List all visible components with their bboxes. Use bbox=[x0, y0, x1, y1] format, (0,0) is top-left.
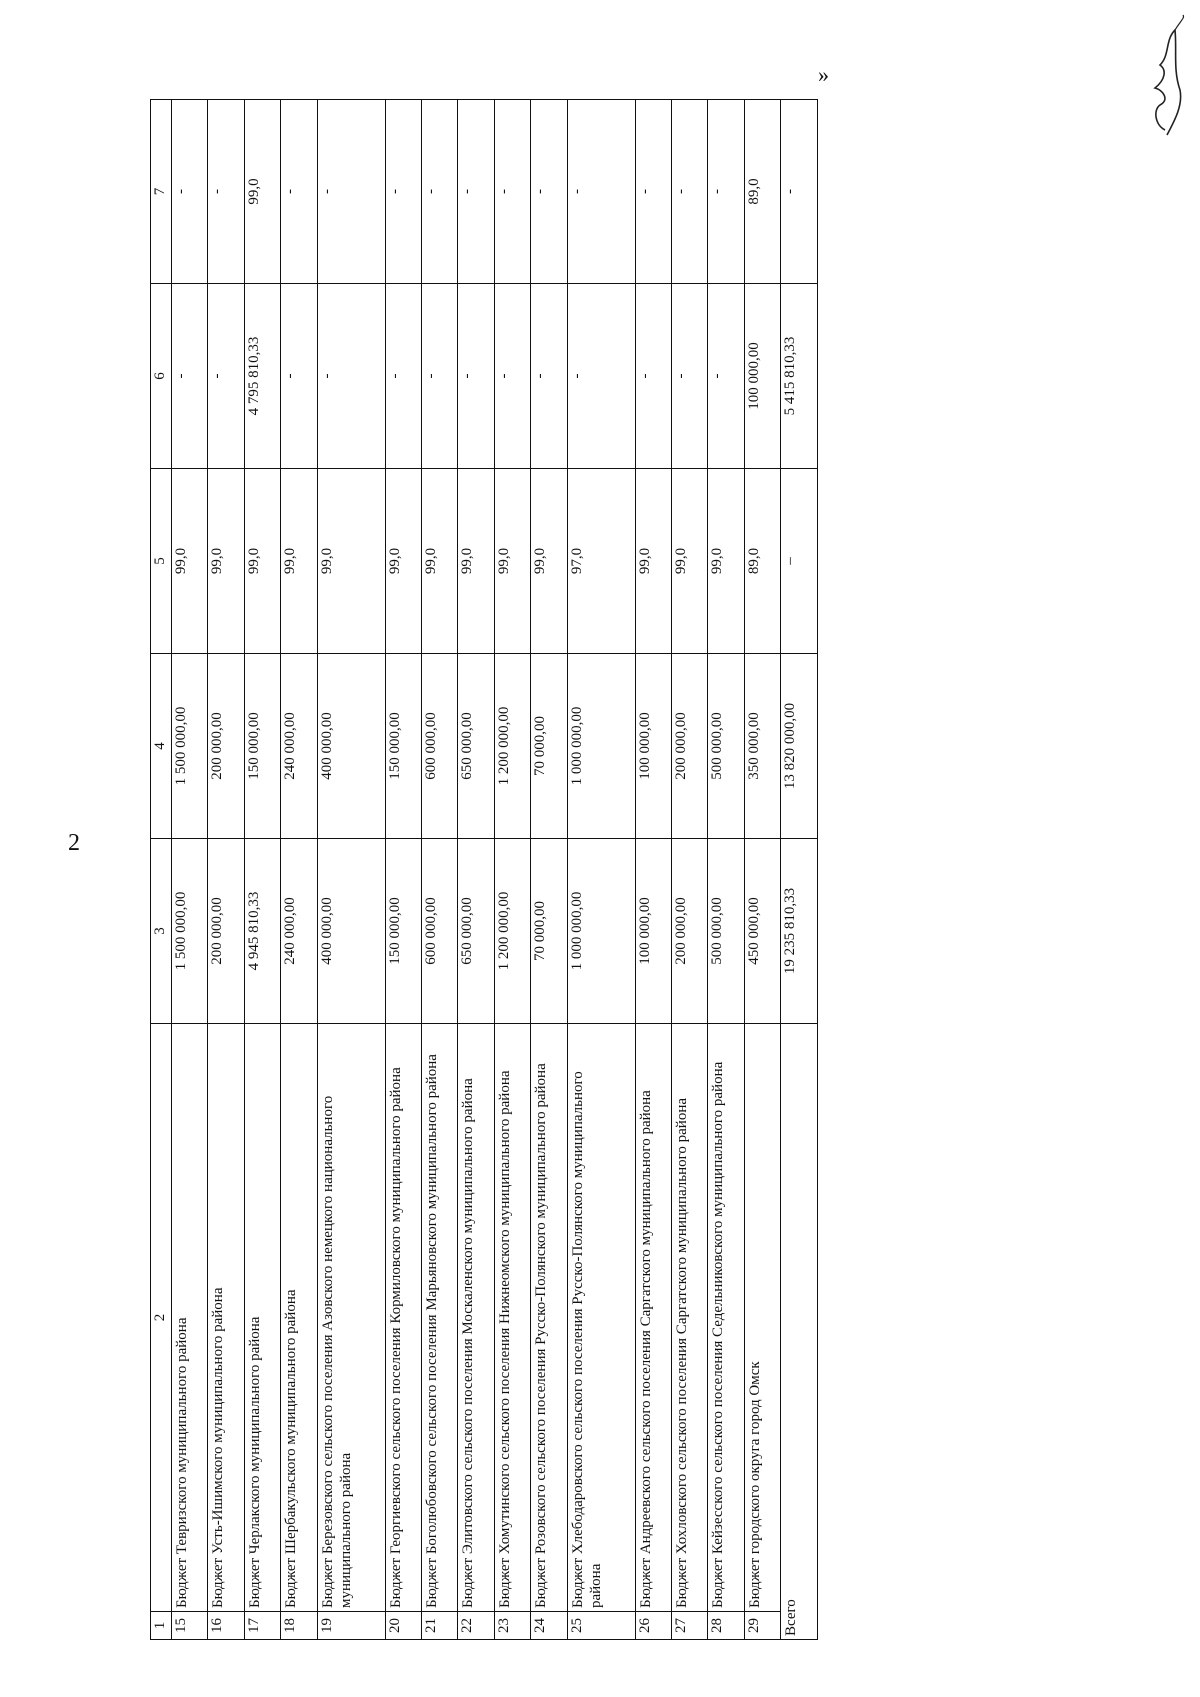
row-col4: 1 500 000,00 bbox=[172, 654, 208, 839]
row-col3: 400 000,00 bbox=[317, 839, 385, 1024]
total-c6: 5 415 810,33 bbox=[781, 284, 818, 469]
total-c5: – bbox=[781, 469, 818, 654]
row-number: 24 bbox=[531, 1612, 567, 1640]
row-col5: 99,0 bbox=[635, 469, 671, 654]
total-c3: 19 235 810,33 bbox=[781, 839, 818, 1024]
row-col5: 97,0 bbox=[567, 469, 635, 654]
table-row bbox=[744, 100, 780, 1640]
column-header: 6 bbox=[151, 284, 172, 469]
row-name: Бюджет Боголюбовского сельского поселения Марьяновского муниципального района bbox=[421, 1024, 457, 1612]
row-col4: 240 000,00 bbox=[281, 654, 317, 839]
row-col4: 1 200 000,00 bbox=[494, 654, 530, 839]
row-number: 20 bbox=[385, 1612, 421, 1640]
row-col4: 600 000,00 bbox=[421, 654, 457, 839]
table-row bbox=[567, 100, 635, 1640]
row-col6: - bbox=[281, 284, 317, 469]
total-c4: 13 820 000,00 bbox=[781, 654, 818, 839]
row-col5: 99,0 bbox=[385, 469, 421, 654]
row-col6: - bbox=[421, 284, 457, 469]
row-col4: 200 000,00 bbox=[208, 654, 244, 839]
row-col4: 400 000,00 bbox=[317, 654, 385, 839]
row-name: Бюджет Шербакульского муниципального района bbox=[281, 1024, 317, 1612]
row-col4: 150 000,00 bbox=[385, 654, 421, 839]
table-row bbox=[385, 100, 421, 1640]
row-name: Бюджет Андреевского сельского поселения Саргатского муниципального района bbox=[635, 1024, 671, 1612]
row-number: 19 bbox=[317, 1612, 385, 1640]
row-col5: 99,0 bbox=[421, 469, 457, 654]
handwritten-signature bbox=[1125, 10, 1195, 150]
table-row bbox=[421, 100, 457, 1640]
row-col3: 1 500 000,00 bbox=[172, 839, 208, 1024]
table-row bbox=[281, 100, 317, 1640]
page-number: 2 bbox=[68, 830, 80, 856]
row-number: 23 bbox=[494, 1612, 530, 1640]
row-col6: - bbox=[635, 284, 671, 469]
row-number: 22 bbox=[458, 1612, 494, 1640]
row-col4: 70 000,00 bbox=[531, 654, 567, 839]
row-col7: - bbox=[671, 100, 707, 284]
row-col4: 650 000,00 bbox=[458, 654, 494, 839]
row-col6: 100 000,00 bbox=[744, 284, 780, 469]
row-col7: 99,0 bbox=[244, 100, 280, 284]
row-name: Бюджет Тевризского муниципального района bbox=[172, 1024, 208, 1612]
row-col6: - bbox=[708, 284, 744, 469]
row-col7: - bbox=[421, 100, 457, 284]
row-col7: - bbox=[708, 100, 744, 284]
row-col6: 4 795 810,33 bbox=[244, 284, 280, 469]
row-col5: 99,0 bbox=[708, 469, 744, 654]
row-name: Бюджет Розовского сельского поселения Русско-Полянского муниципального района bbox=[531, 1024, 567, 1612]
row-name: Бюджет Усть-Ишимского муниципального района bbox=[208, 1024, 244, 1612]
row-number: 17 bbox=[244, 1612, 280, 1640]
row-col5: 99,0 bbox=[208, 469, 244, 654]
row-col3: 650 000,00 bbox=[458, 839, 494, 1024]
row-col6: - bbox=[531, 284, 567, 469]
closing-quote-mark: » bbox=[818, 62, 829, 87]
column-header: 2 bbox=[151, 1024, 172, 1612]
row-number: 15 bbox=[172, 1612, 208, 1640]
row-col4: 350 000,00 bbox=[744, 654, 780, 839]
row-col5: 99,0 bbox=[281, 469, 317, 654]
table-total-row bbox=[781, 100, 818, 1640]
row-col3: 500 000,00 bbox=[708, 839, 744, 1024]
row-col4: 100 000,00 bbox=[635, 654, 671, 839]
table-row bbox=[208, 100, 244, 1640]
row-col5: 99,0 bbox=[244, 469, 280, 654]
row-col3: 70 000,00 bbox=[531, 839, 567, 1024]
row-name: Бюджет городского округа город Омск bbox=[744, 1024, 780, 1612]
row-number: 29 bbox=[744, 1612, 780, 1640]
row-col5: 99,0 bbox=[172, 469, 208, 654]
row-col4: 200 000,00 bbox=[671, 654, 707, 839]
row-col3: 450 000,00 bbox=[744, 839, 780, 1024]
row-col7: - bbox=[531, 100, 567, 284]
row-number: 21 bbox=[421, 1612, 457, 1640]
table-row bbox=[172, 100, 208, 1640]
row-col6: - bbox=[317, 284, 385, 469]
column-header: 3 bbox=[151, 839, 172, 1024]
row-name: Бюджет Хлебодаровского сельского поселения Русско-Полянского муниципального района bbox=[567, 1024, 635, 1612]
row-col5: 99,0 bbox=[494, 469, 530, 654]
row-name: Бюджет Березовского сельского поселения Азовского немецкого национального муниципального района bbox=[317, 1024, 385, 1612]
column-header: 5 bbox=[151, 469, 172, 654]
row-col3: 200 000,00 bbox=[208, 839, 244, 1024]
table-row bbox=[458, 100, 494, 1640]
row-col6: - bbox=[458, 284, 494, 469]
row-col3: 600 000,00 bbox=[421, 839, 457, 1024]
row-col3: 100 000,00 bbox=[635, 839, 671, 1024]
table-row bbox=[635, 100, 671, 1640]
total-label: Всего bbox=[781, 1024, 818, 1640]
row-number: 27 bbox=[671, 1612, 707, 1640]
table-row bbox=[671, 100, 707, 1640]
row-number: 25 bbox=[567, 1612, 635, 1640]
row-col4: 500 000,00 bbox=[708, 654, 744, 839]
row-number: 18 bbox=[281, 1612, 317, 1640]
row-col7: - bbox=[172, 100, 208, 284]
row-number: 28 bbox=[708, 1612, 744, 1640]
funding-table-rotated bbox=[150, 100, 818, 1640]
row-col7: - bbox=[494, 100, 530, 284]
row-col3: 240 000,00 bbox=[281, 839, 317, 1024]
row-col3: 150 000,00 bbox=[385, 839, 421, 1024]
table-header-row bbox=[151, 100, 172, 1640]
row-col7: - bbox=[317, 100, 385, 284]
row-col4: 150 000,00 bbox=[244, 654, 280, 839]
total-c7: - bbox=[781, 100, 818, 284]
row-name: Бюджет Хомутинского сельского поселения Нижнеомского муниципального района bbox=[494, 1024, 530, 1612]
row-col7: - bbox=[385, 100, 421, 284]
row-col3: 4 945 810,33 bbox=[244, 839, 280, 1024]
row-col7: - bbox=[567, 100, 635, 284]
column-header: 1 bbox=[151, 1612, 172, 1640]
row-col7: 89,0 bbox=[744, 100, 780, 284]
row-col5: 99,0 bbox=[531, 469, 567, 654]
row-col6: - bbox=[494, 284, 530, 469]
table-row bbox=[531, 100, 567, 1640]
table-row bbox=[494, 100, 530, 1640]
row-name: Бюджет Хохловского сельского поселения Саргатского муниципального района bbox=[671, 1024, 707, 1612]
row-name: Бюджет Кейзесского сельского поселения Седельниковского муниципального района bbox=[708, 1024, 744, 1612]
row-col6: - bbox=[671, 284, 707, 469]
row-col4: 1 000 000,00 bbox=[567, 654, 635, 839]
row-col6: - bbox=[567, 284, 635, 469]
row-number: 26 bbox=[635, 1612, 671, 1640]
row-col7: - bbox=[458, 100, 494, 284]
row-col7: - bbox=[208, 100, 244, 284]
row-col5: 99,0 bbox=[317, 469, 385, 654]
funding-table bbox=[150, 99, 818, 1640]
row-number: 16 bbox=[208, 1612, 244, 1640]
table-row bbox=[244, 100, 280, 1640]
row-col3: 200 000,00 bbox=[671, 839, 707, 1024]
row-col6: - bbox=[208, 284, 244, 469]
row-col7: - bbox=[635, 100, 671, 284]
table-row bbox=[317, 100, 385, 1640]
row-col6: - bbox=[172, 284, 208, 469]
column-header: 4 bbox=[151, 654, 172, 839]
row-name: Бюджет Черлакского муниципального района bbox=[244, 1024, 280, 1612]
row-name: Бюджет Георгиевского сельского поселения Кормиловского муниципального района bbox=[385, 1024, 421, 1612]
row-col3: 1 000 000,00 bbox=[567, 839, 635, 1024]
row-col5: 89,0 bbox=[744, 469, 780, 654]
row-col5: 99,0 bbox=[671, 469, 707, 654]
row-col5: 99,0 bbox=[458, 469, 494, 654]
row-name: Бюджет Элитовского сельского поселения Москаленского муниципального района bbox=[458, 1024, 494, 1612]
column-header: 7 bbox=[151, 100, 172, 284]
table-row bbox=[708, 100, 744, 1640]
row-col3: 1 200 000,00 bbox=[494, 839, 530, 1024]
row-col7: - bbox=[281, 100, 317, 284]
row-col6: - bbox=[385, 284, 421, 469]
